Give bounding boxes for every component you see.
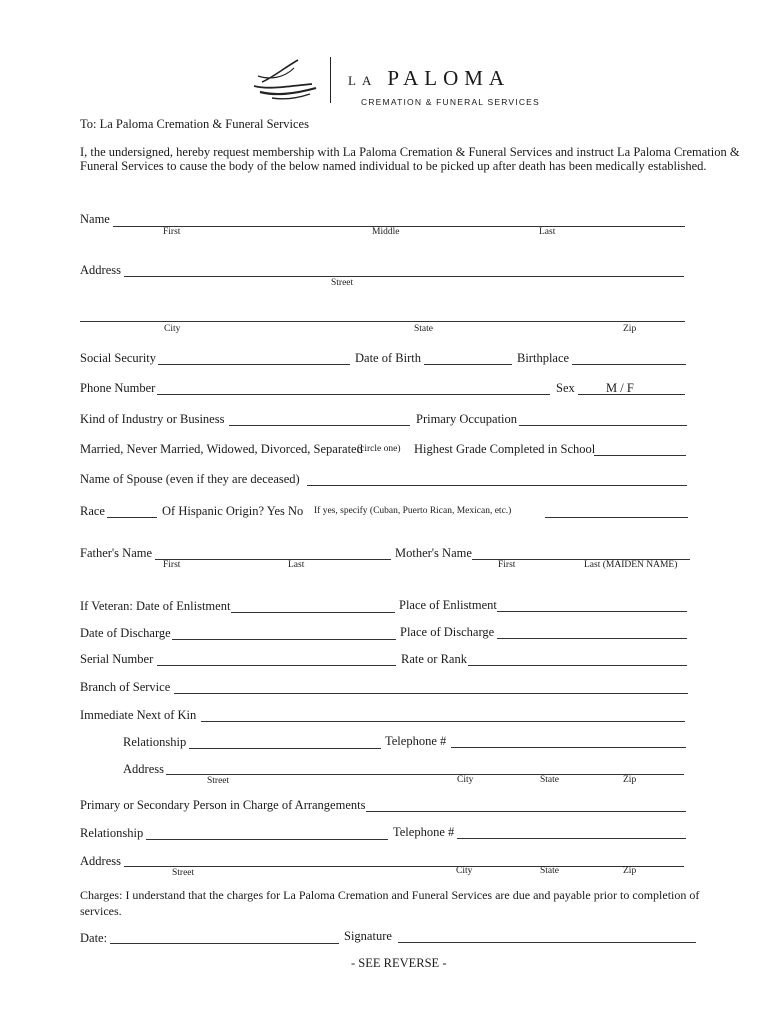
to-line: To: La Paloma Cremation & Funeral Services: [80, 117, 309, 131]
address-street-caption: Street: [331, 278, 354, 288]
charge-relationship-label: Relationship: [80, 826, 144, 840]
phone-number-label: Phone Number: [80, 381, 156, 395]
charge-telephone-label: Telephone #: [393, 825, 455, 839]
signature-label: Signature: [344, 929, 392, 943]
place-enlistment-field[interactable]: [497, 597, 687, 612]
dove-logo-icon: [250, 56, 322, 104]
spouse-label: Name of Spouse (even if they are deceased): [80, 472, 300, 486]
date-of-birth-label: Date of Birth: [355, 351, 421, 365]
kin-street-caption: Street: [207, 776, 230, 786]
social-security-label: Social Security: [80, 351, 157, 365]
fathers-name-label: Father's Name: [80, 546, 153, 560]
date-of-birth-field[interactable]: [424, 350, 512, 365]
charge-city-caption: City: [456, 866, 473, 876]
industry-label: Kind of Industry or Business: [80, 412, 225, 426]
mother-first-caption: First: [498, 560, 516, 570]
race-field[interactable]: [107, 503, 157, 518]
branch-field[interactable]: [174, 679, 688, 694]
address-label: Address: [80, 263, 121, 277]
charge-zip-caption: Zip: [623, 866, 637, 876]
brand-name: PALOMA: [387, 66, 511, 90]
spouse-field[interactable]: [307, 471, 687, 486]
place-discharge-label: Place of Discharge: [400, 625, 495, 639]
father-first-caption: First: [163, 560, 181, 570]
kin-address-field[interactable]: [166, 760, 684, 775]
name-label: Name: [80, 212, 110, 226]
kin-address-label: Address: [123, 762, 164, 776]
highest-grade-label: Highest Grade Completed in School: [414, 442, 596, 456]
rate-rank-field[interactable]: [468, 651, 687, 666]
person-in-charge-field[interactable]: [366, 797, 686, 812]
kin-relationship-field[interactable]: [189, 734, 381, 749]
marital-status-options[interactable]: Married, Never Married, Widowed, Divorced, Separated: [80, 442, 363, 456]
rate-rank-label: Rate or Rank: [401, 652, 467, 666]
birthplace-label: Birthplace: [517, 351, 570, 365]
name-last-caption: Last: [539, 227, 556, 237]
date-field[interactable]: [110, 929, 339, 944]
logo-divider: [330, 57, 331, 103]
veteran-enlistment-label: If Veteran: Date of Enlistment: [80, 599, 231, 613]
father-last-caption: Last: [288, 560, 305, 570]
date-discharge-field[interactable]: [172, 625, 396, 640]
address-street-field[interactable]: [124, 262, 684, 277]
circle-one-note: (circle one): [357, 444, 401, 454]
charge-state-caption: State: [540, 866, 559, 876]
address-city-state-zip-field[interactable]: [80, 307, 685, 322]
person-in-charge-label: Primary or Secondary Person in Charge of Arrangements: [80, 798, 366, 812]
brand-title: [348, 66, 510, 91]
charge-street-caption: Street: [172, 868, 195, 878]
name-field[interactable]: [113, 212, 685, 227]
social-security-field[interactable]: [158, 350, 350, 365]
mothers-name-field[interactable]: [472, 545, 690, 560]
hispanic-specify-label: If yes, specify (Cuban, Puerto Rican, Mexican, etc.): [314, 506, 512, 516]
charge-relationship-field[interactable]: [146, 825, 388, 840]
charge-telephone-field[interactable]: [457, 824, 686, 839]
serial-number-label: Serial Number: [80, 652, 154, 666]
next-of-kin-label: Immediate Next of Kin: [80, 708, 197, 722]
fathers-name-field[interactable]: [155, 545, 391, 560]
hispanic-origin-question[interactable]: Of Hispanic Origin? Yes No: [162, 504, 304, 518]
brand-prefix: LA: [348, 73, 378, 88]
intro-paragraph-line1: I, the undersigned, hereby request membership with La Paloma Cremation & Funeral Services and instruct La Paloma Cremation &: [80, 145, 740, 159]
primary-occupation-label: Primary Occupation: [416, 412, 518, 426]
place-enlistment-label: Place of Enlistment: [399, 598, 497, 612]
intro-paragraph-line2: Funeral Services to cause the body of the below named individual to be picked up after death has been medically established.: [80, 159, 707, 173]
name-middle-caption: Middle: [372, 227, 400, 237]
see-reverse-note: - SEE REVERSE -: [351, 956, 447, 970]
race-label: Race: [80, 504, 105, 518]
date-discharge-label: Date of Discharge: [80, 626, 171, 640]
kin-telephone-label: Telephone #: [385, 734, 447, 748]
kin-relationship-label: Relationship: [123, 735, 187, 749]
address-city-caption: City: [164, 324, 181, 334]
charge-address-field[interactable]: [124, 852, 684, 867]
serial-number-field[interactable]: [157, 651, 396, 666]
brand-subtitle: CREMATION & FUNERAL SERVICES: [361, 97, 540, 107]
hispanic-specify-field[interactable]: [545, 503, 688, 518]
veteran-enlistment-field[interactable]: [231, 598, 395, 613]
birthplace-field[interactable]: [572, 350, 686, 365]
highest-grade-field[interactable]: [594, 441, 686, 456]
address-zip-caption: Zip: [623, 324, 637, 334]
address-state-caption: State: [414, 324, 433, 334]
kin-state-caption: State: [540, 775, 559, 785]
phone-number-field[interactable]: [157, 380, 550, 395]
mother-last-maiden-caption: Last (MAIDEN NAME): [584, 560, 678, 570]
mothers-name-label: Mother's Name: [395, 546, 472, 560]
place-discharge-field[interactable]: [497, 624, 687, 639]
name-first-caption: First: [163, 227, 181, 237]
kin-city-caption: City: [457, 775, 474, 785]
signature-field[interactable]: [398, 928, 696, 943]
charges-line2: services.: [80, 904, 122, 918]
primary-occupation-field[interactable]: [519, 411, 687, 426]
sex-options[interactable]: M / F: [606, 381, 634, 395]
date-label: Date:: [80, 931, 108, 945]
charge-address-label: Address: [80, 854, 121, 868]
branch-label: Branch of Service: [80, 680, 171, 694]
industry-field[interactable]: [229, 411, 410, 426]
kin-zip-caption: Zip: [623, 775, 637, 785]
charges-line1: Charges: I understand that the charges for La Paloma Cremation and Funeral Services are due and payable prior to completion of: [80, 888, 700, 902]
sex-label: Sex: [556, 381, 575, 395]
kin-telephone-field[interactable]: [451, 733, 686, 748]
next-of-kin-field[interactable]: [201, 707, 685, 722]
